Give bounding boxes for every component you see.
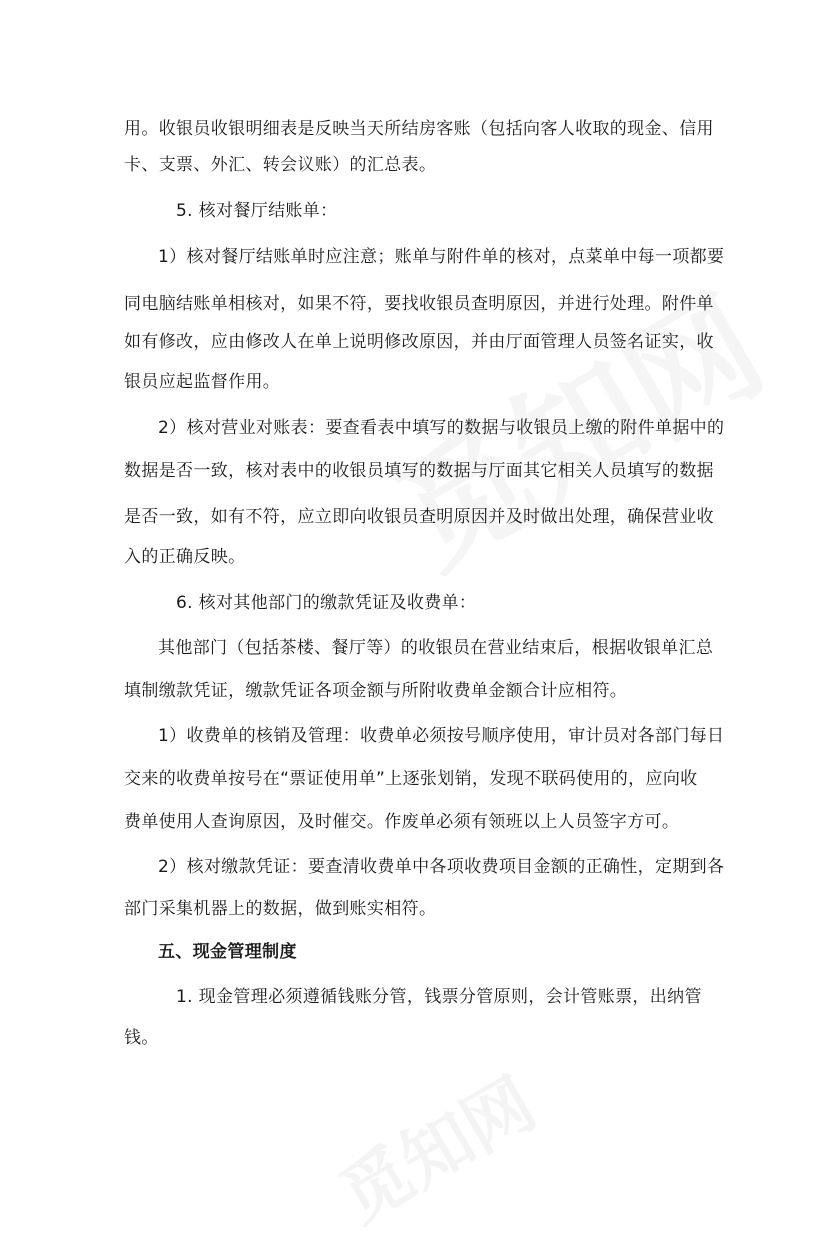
paragraph-line: 钱。	[124, 1028, 159, 1048]
paragraph-line: 1. 现金管理必须遵循钱账分管，钱票分管原则，会计管账票，出纳管	[176, 987, 702, 1007]
paragraph-line: 用。收银员收银明细表是反映当天所结房客账（包括向客人收取的现金、信用	[124, 119, 714, 139]
paragraph-line: 1）核对餐厅结账单时应注意；账单与附件单的核对，点菜单中每一项都要	[158, 247, 725, 267]
paragraph-line: 卡、支票、外汇、转会议账）的汇总表。	[124, 155, 437, 175]
section-heading: 6. 核对其他部门的缴款凭证及收费单：	[176, 593, 477, 613]
paragraph-line: 2）核对营业对账表：要查看表中填写的数据与收银员上缴的附件单据中的	[158, 418, 725, 438]
chapter-heading: 五、现金管理制度	[158, 942, 297, 962]
paragraph-line: 填制缴款凭证，缴款凭证各项金额与所附收费单金额合计应相符。	[124, 681, 628, 701]
paragraph-line: 入的正确反映。	[124, 547, 246, 567]
paragraph-line: 同电脑结账单相核对，如果不符，要找收银员查明原因，并进行处理。附件单	[124, 294, 714, 314]
paragraph-line: 1）收费单的核销及管理：收费单必须按号顺序使用，审计员对各部门每日	[158, 726, 725, 746]
paragraph-line: 费单使用人查询原因，及时催交。作废单必须有领班以上人员签字方可。	[124, 812, 680, 832]
paragraph-line: 数据是否一致，核对表中的收银员填写的数据与厅面其它相关人员填写的数据	[124, 461, 714, 481]
paragraph-line: 部门采集机器上的数据，做到账实相符。	[124, 899, 437, 919]
section-heading: 5. 核对餐厅结账单：	[176, 201, 338, 221]
paragraph-line: 其他部门（包括茶楼、餐厅等）的收银员在营业结束后，根据收银单汇总	[158, 638, 714, 658]
watermark-bottom	[319, 1049, 551, 1241]
paragraph-line: 如有修改，应由修改人在单上说明修改原因，并由厅面管理人员签名证实，收	[124, 332, 714, 352]
paragraph-line: 银员应起监督作用。	[124, 372, 281, 392]
paragraph-line: 交来的收费单按号在“票证使用单”上逐张划销，发现不联码使用的，应向收	[124, 769, 698, 789]
paragraph-line: 2）核对缴款凭证：要查清收费单中各项收费项目金额的正确性，定期到各	[158, 857, 725, 877]
paragraph-line: 是否一致，如有不符，应立即向收银员查明原因并及时做出处理，确保营业收	[124, 507, 714, 527]
